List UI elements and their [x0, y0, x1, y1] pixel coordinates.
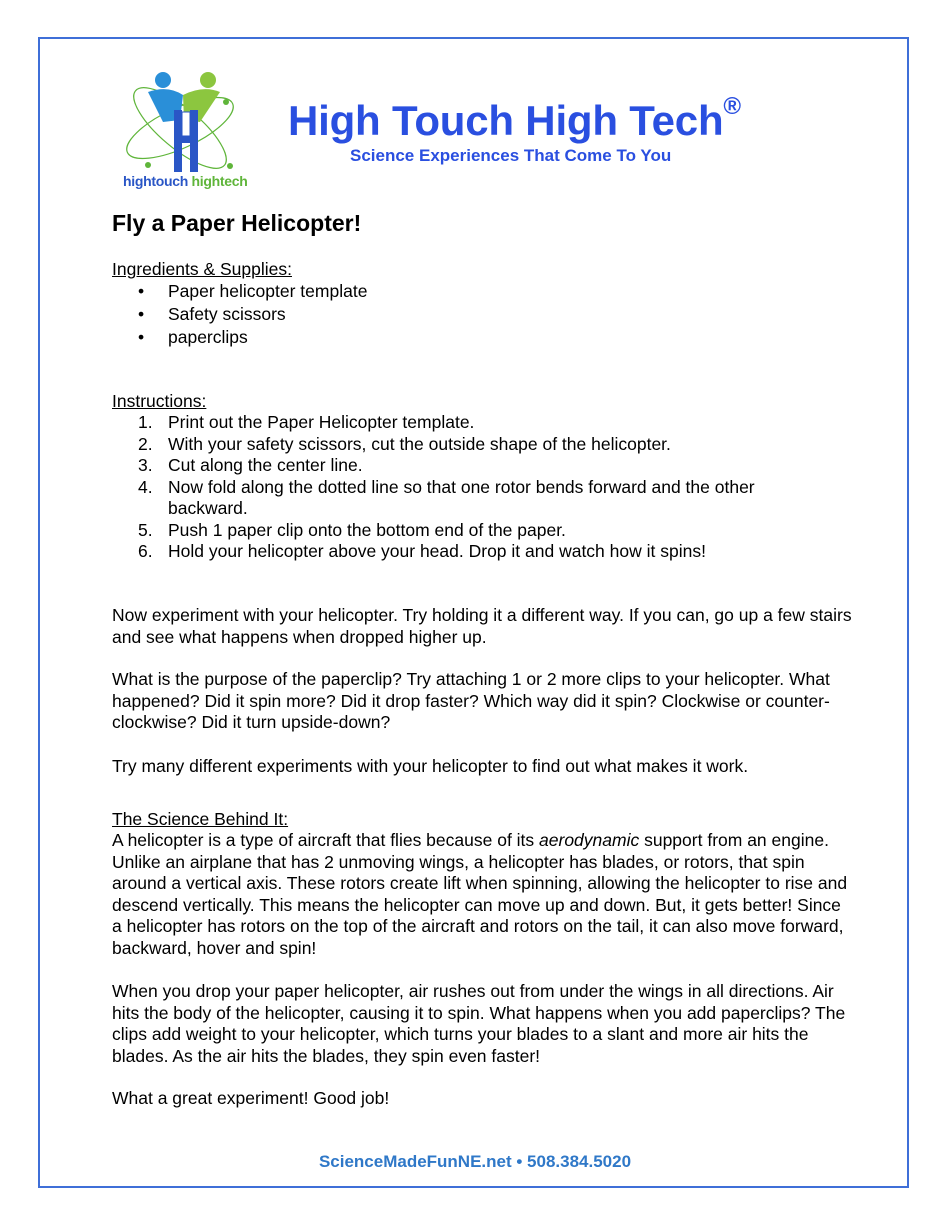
step-text: Print out the Paper Helicopter template.: [168, 412, 475, 432]
list-item-text: paperclips: [168, 327, 248, 347]
step-item: [138, 434, 838, 456]
step-item: [138, 541, 838, 563]
page-title: Fly a Paper Helicopter!: [112, 210, 362, 236]
footer-contact: ScienceMadeFunNE.net • 508.384.5020: [318, 1152, 632, 1171]
try-experiments-paragraph: Try many different experiments with your helicopter to find out what makes it work.: [112, 756, 749, 776]
closing-line: What a great experiment! Good job!: [112, 1088, 390, 1108]
step-item: [138, 455, 838, 477]
science-emphasis: aerodynamic: [539, 830, 640, 850]
supplies-list: [138, 280, 367, 349]
instructions-heading: Instructions:: [112, 391, 207, 411]
step-number: 5.: [138, 519, 153, 540]
bullet: •: [138, 327, 145, 347]
instructions-list: [138, 412, 838, 563]
brand-tagline: Science Experiences That Come To You: [350, 146, 672, 165]
step-number: 2.: [138, 433, 153, 454]
science-text-part: A helicopter is a type of aircraft that flies because of its: [112, 830, 540, 850]
step-text: Push 1 paper clip onto the bottom end of the paper.: [168, 519, 566, 540]
list-item-text: Paper helicopter template: [168, 281, 368, 301]
bullet: •: [138, 304, 145, 324]
bullet: •: [138, 281, 145, 301]
science-paragraph-2: When you drop your paper helicopter, air rushes out from under the wings in all directions. Air hits the body of the helicopter, causing it to spin. What happens when you add paperclips? The clips add weight to your helicopter, which turns your blades to a slant and more air hits the blades. As the air hits the blades, they spin even faster!: [112, 981, 846, 1066]
step-text: Now fold along the dotted line so that one rotor bends forward and the other backward.: [168, 476, 755, 518]
logo-word-hightouch: hightouch: [123, 173, 188, 189]
list-item: [138, 280, 367, 303]
logo-word-hightech: hightech: [191, 173, 248, 189]
step-item: [138, 412, 838, 434]
step-number: 4.: [138, 476, 153, 497]
list-item: [138, 326, 367, 349]
step-text: Hold your helicopter above your head. Drop it and watch how it spins!: [168, 541, 706, 561]
step-item: [138, 520, 838, 542]
step-text: Cut along the center line.: [168, 455, 363, 475]
supplies-heading: Ingredients & Supplies:: [112, 259, 292, 279]
paperclip-question-paragraph: What is the purpose of the paperclip? Try attaching 1 or 2 more clips to your helicopter. What happened? Did it spin more? Did it drop faster? Which way did it spin? Clockwise or counter-clockwise? Did it turn upside-down?: [112, 669, 830, 732]
brand-name: High Touch High Tech: [288, 97, 724, 144]
registered-mark: ®: [723, 93, 741, 120]
step-text: With your safety scissors, cut the outside shape of the helicopter.: [168, 433, 671, 454]
list-item-text: Safety scissors: [168, 304, 286, 324]
logo-wordmark: [123, 173, 247, 189]
experiment-paragraph: Now experiment with your helicopter. Try holding it a different way. If you can, go up a few stairs and see what happens when dropped higher up.: [112, 605, 852, 647]
science-heading: The Science Behind It:: [112, 809, 289, 829]
brand-title: [288, 93, 741, 145]
science-text-part: support from an engine. Unlike an airplane that has 2 unmoving wings, a helicopter has blades, or rotors, that spin around a vertical axis. These rotors create lift when spinning, allowing the helicopter to rise and descend vertically. This means the helicopter can move up and down. But, it gets better! Since a helicopter has rotors on the top of the aircraft and rotors on the tail, it can also move forward, backward, hover and spin!: [112, 830, 848, 958]
step-item: [138, 477, 838, 520]
list-item: [138, 303, 367, 326]
science-paragraph-1: [112, 830, 852, 959]
step-number: 6.: [138, 541, 153, 561]
step-number: 1.: [138, 412, 153, 432]
step-number: 3.: [138, 455, 153, 475]
